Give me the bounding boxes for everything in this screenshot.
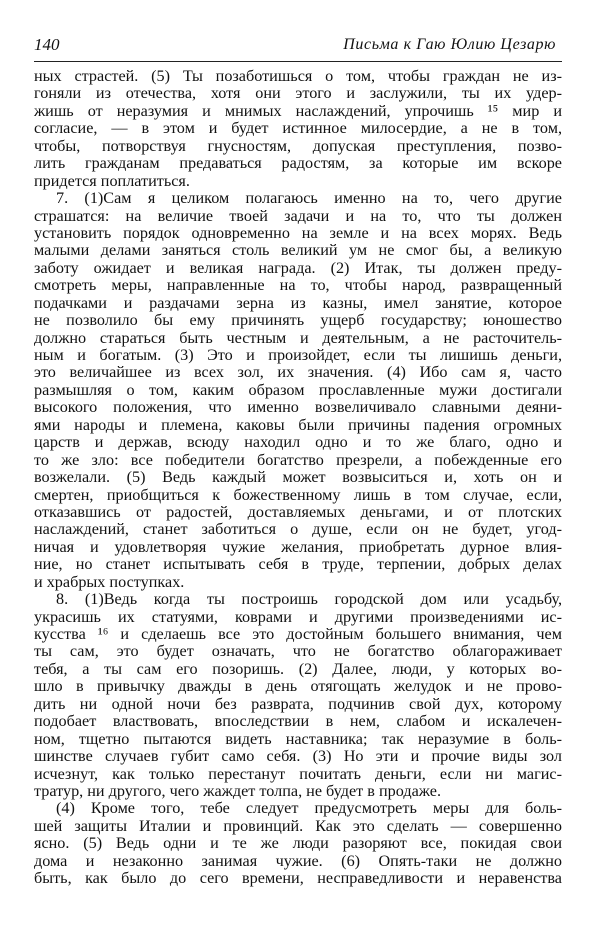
body-text [34, 68, 562, 888]
text-line: ном, тщетно пытаются видеть наставника; так неразумие в боль- [34, 729, 562, 748]
paragraph-4 [34, 800, 562, 887]
text-line: гоняли из отечества, хотя они этого и заслужили, ты их удер- [34, 84, 562, 103]
text-line: украсишь их статуями, коврами и другими произведениями ис- [34, 607, 562, 626]
text-line: это величайшее из всех зол, их значения. (4) Ибо сам я, часто [34, 363, 562, 382]
text-line: 7. (1)Сам я целиком полагаюсь именно на то, чего другие [56, 189, 562, 208]
text-line: ями народы и племена, каковы были причины падения огромных [34, 415, 562, 434]
text-line: согласие, — в этом и будет истинное милосердие, а не в том, [34, 119, 562, 138]
running-head [34, 35, 562, 62]
paragraph-section-7 [34, 190, 562, 591]
text-line: ние, но станет испытывать себя в труде, терпении, добрых делах [34, 555, 562, 574]
text-line: (4) Кроме того, тебе следует предусмотреть меры для боль- [56, 799, 562, 818]
text-line: дома и незаконно занимая чужие. (6) Опять-таки не должно [34, 851, 562, 870]
text-line: не позволило бы ему причинять ущерб государству; юношество [34, 311, 562, 330]
text-line: ных страстей. (5) Ты позаботишься о том, чтобы граждан не из- [34, 67, 562, 85]
text-line: отказавшись от радостей, доставляемых деньгами, и от плотских [34, 502, 562, 521]
text-line: ным и богатым. (3) Это и произойдет, если ты лишишь деньги, [34, 346, 562, 364]
text-line: подобает властвовать, впоследствии в нем, слабом и искалечен- [34, 712, 562, 731]
text-line: ясно. (5) Ведь одни и те же люди разоряют все, покидая свои [34, 834, 562, 853]
text-line: высокого положения, что именно возвеличивало славными деяни- [34, 398, 562, 417]
running-title: Письма к Гаю Юлию Цезарю [343, 36, 556, 53]
text-line: страшатся: на величие твоей задачи и на то, что ты должен [34, 206, 562, 225]
text-line: смотреть меры, направленные на то, чтобы народ, развращенный [34, 276, 562, 295]
text-line: шло в привычку дважды в день отягощать желудок и не прово- [34, 677, 562, 696]
text-line: ты сам, это будет означать, что не богатство облагораживает [34, 642, 562, 661]
text-line: возжелали. (5) Ведь каждый может возвыситься и, хоть он и [34, 468, 562, 487]
text-line: шинстве случаев губит само себя. (3) Но эти и прочие виды зол [34, 747, 562, 766]
text-line: подачками и раздачами зерна из казны, имел занятие, которое [34, 293, 562, 312]
paragraph-section-8 [34, 591, 562, 800]
text-line: заботу ожидает и великая награда. (2) Итак, ты должен преду- [34, 258, 562, 277]
text-line: шей защиты Италии и провинций. Как это сделать — совершенно [34, 816, 562, 835]
text-line: то же зло: все победители богатство презрели, а побежденные его [34, 450, 562, 469]
text-line: быть, как было до сего времени, несправедливости и неравенства [34, 869, 562, 888]
text-line: чтобы, потворствуя гнусностям, допуская преступления, позво- [34, 136, 562, 155]
text-line: должно стараться быть честным и деятельным, а не расточитель- [34, 328, 562, 347]
text-line: смертен, приобщиться к божественному лишь в том случае, если, [34, 485, 562, 504]
text-line: жишь от неразумия и мнимых наслаждений, упрочишь ¹⁵ мир и [34, 101, 562, 120]
text-line: 8. (1)Ведь когда ты построишь городской дом или усадьбу, [56, 590, 562, 609]
text-line: тебя, а ты сам его позоришь. (2) Далее, люди, у которых во- [34, 659, 562, 678]
text-line: дить ни одной ночи без разврата, подчинив свой дух, которому [34, 694, 562, 713]
text-line: наслаждений, станет заботиться о душе, если он не будет, угод- [34, 520, 562, 539]
text-line: малыми делами заняться столь великий ум не смог бы, а великую [34, 241, 562, 260]
text-line: царств и держав, всюду находил одно и то же благо, одно и [34, 433, 562, 452]
text-line: установить порядок одновременно на земле и на всех морях. Ведь [34, 223, 562, 242]
text-line: придется поплатиться. [34, 171, 190, 190]
text-line: тратур, ни другого, чего жаждет толпа, не будет в продаже. [34, 781, 441, 800]
paragraph-1 [34, 68, 562, 190]
page-number: 140 [34, 35, 60, 54]
text-line: исчезнут, как только перестанут почитать деньги, если ни магис- [34, 764, 562, 783]
text-line: размышляя о том, каким образом прославленные мужи достигали [34, 380, 562, 399]
text-line: кусства ¹⁶ и сделаешь все это достойным большего внимания, чем [34, 625, 562, 643]
text-line: лить гражданам предаваться радостям, за которые им вскоре [34, 154, 562, 173]
text-line: ничая и удовлетворяя чужие желания, приобретать дурное влия- [34, 537, 562, 556]
text-line: и храбрых поступках. [34, 572, 185, 591]
